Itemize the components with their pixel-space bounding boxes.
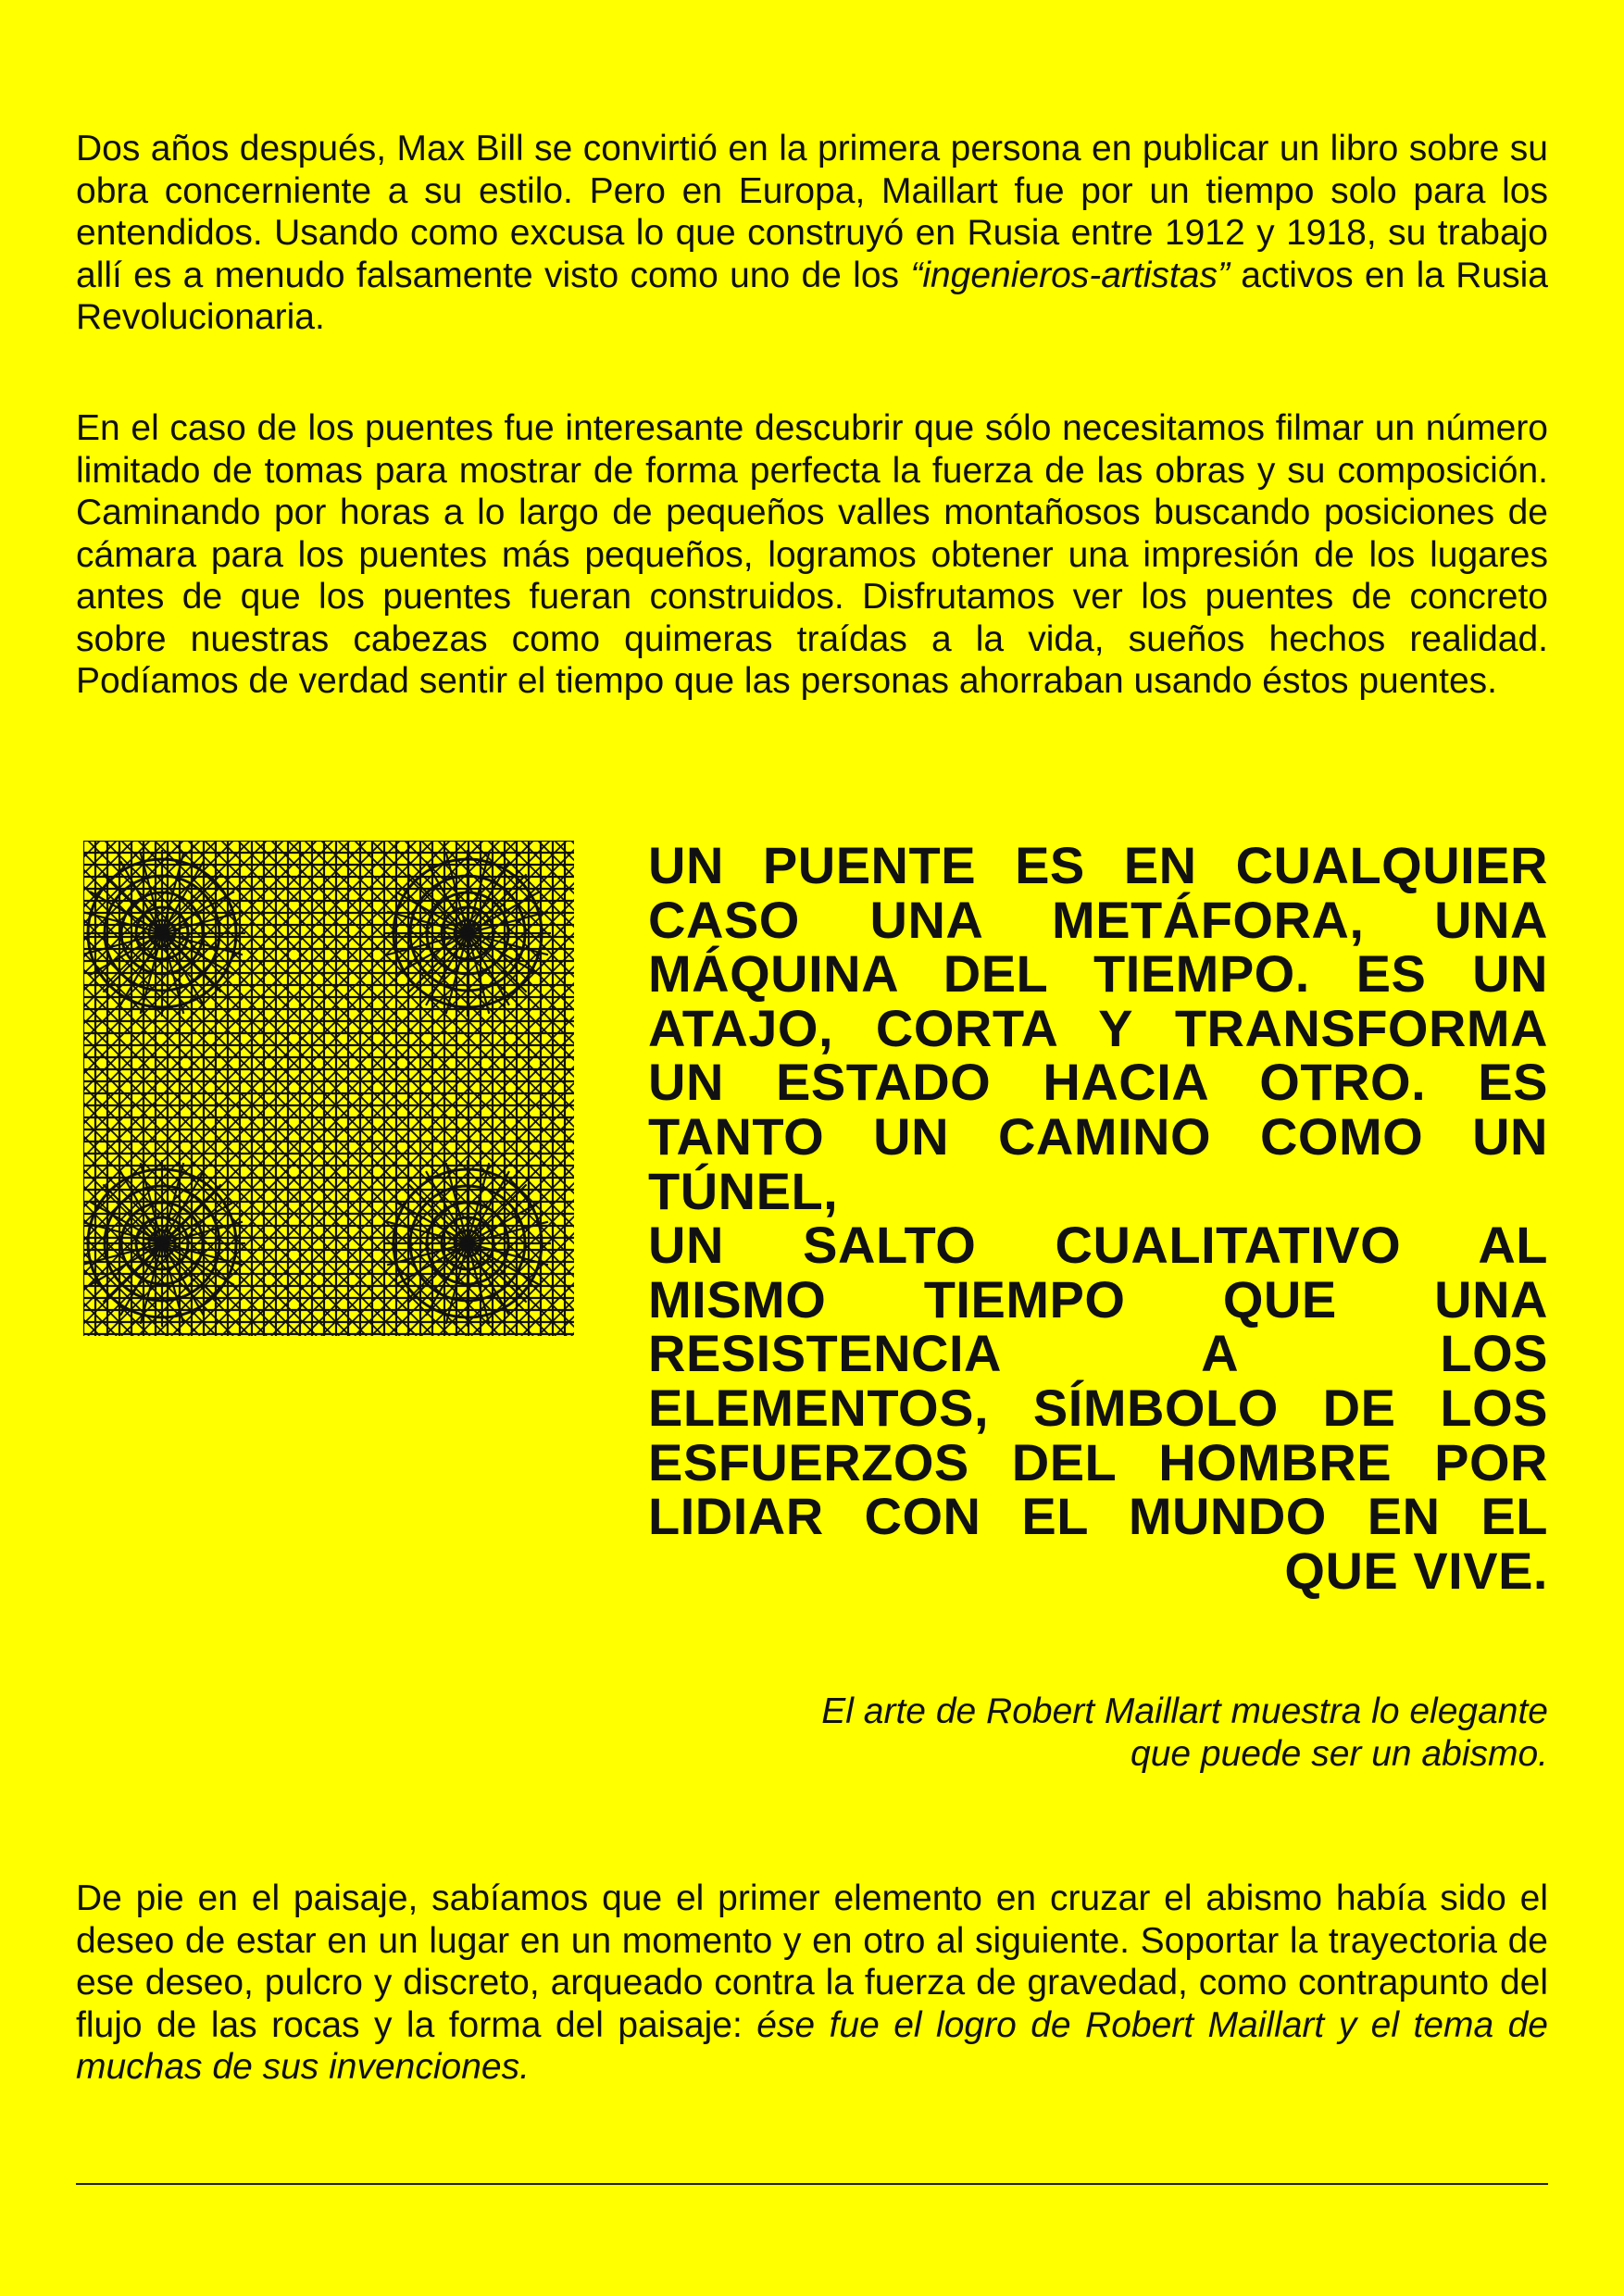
paragraph-landscape-italic: ése fue el logro de Robert Maillart y el tema de muchas de sus invenciones.	[76, 2004, 1548, 2087]
pull-quote-line: TÚNEL,	[648, 1161, 839, 1220]
paragraph-bridges-text: En el caso de los puentes fue interesante descubrir que sólo necesitamos filmar un número limitado de tomas para mostrar de forma perfecta la fuerza de las obras y su composición. Caminando por horas a lo largo de pequeños valles montañosos buscando posiciones de cámara para los puentes más pequeños, logramos obtener una impresión de los lugares antes de que los puentes fueran construidos. Disfrutamos ver los puentes de concreto sobre nuestras cabezas como quimeras traídas a la vida, sueños hechos realidad. Podíamos de verdad sentir el tiempo que las personas ahorraban usando éstos puentes.	[76, 408, 1548, 701]
pull-quote-line: UN ESTADO HACIA OTRO. ES	[648, 1053, 1548, 1112]
paragraph-intro-tail: activos en la Rusia Revolucionaria.	[76, 255, 1548, 337]
pull-quote-line: UN SALTO CUALITATIVO AL	[648, 1216, 1548, 1275]
quote-caption-line-1: El arte de Robert Maillart muestra lo elegante	[821, 1691, 1548, 1731]
pull-quote-line: MÁQUINA DEL TIEMPO. ES UN	[648, 944, 1548, 1004]
bottom-divider	[76, 2183, 1548, 2185]
pull-quote-line: ATAJO, CORTA Y TRANSFORMA	[648, 998, 1548, 1057]
pull-quote-line: LIDIAR CON EL MUNDO EN EL	[648, 1487, 1548, 1546]
pull-quote-line: UN PUENTE ES EN CUALQUIER	[648, 836, 1548, 894]
paragraph-intro	[76, 128, 1548, 339]
line-pattern-illustration	[83, 841, 574, 1336]
moire-grid-graphic	[83, 841, 574, 1336]
pull-quote-line: CASO UNA METÁFORA, UNA	[648, 890, 1548, 949]
pull-quote-line: TANTO UN CAMINO COMO UN	[648, 1106, 1548, 1166]
pull-quote-line: ESFUERZOS DEL HOMBRE POR	[648, 1432, 1548, 1491]
pull-quote-line: QUE VIVE.	[1284, 1541, 1548, 1600]
quote-caption	[648, 1691, 1548, 1776]
paragraph-landscape	[76, 1878, 1548, 2089]
quote-caption-line-2: que puede ser un abismo.	[1131, 1734, 1548, 1774]
pull-quote-line: MISMO TIEMPO QUE UNA	[648, 1269, 1548, 1329]
paragraph-bridges	[76, 407, 1548, 703]
paragraph-intro-italic: “ingenieros-artistas”	[910, 255, 1230, 295]
pull-quote	[648, 836, 1548, 1600]
pull-quote-line: ELEMENTOS, SÍMBOLO DE LOS	[648, 1378, 1548, 1437]
pull-quote-line: RESISTENCIA A LOS	[648, 1324, 1548, 1383]
paragraph-landscape-text: De pie en el paisaje, sabíamos que el primer elemento en cruzar el abismo había sido el deseo de estar en un lugar en un momento y en otro al siguiente. Soportar la trayectoria de ese deseo, pulcro y discreto, arqueado contra la fuerza de gravedad, como contrapunto del flujo de las rocas y la forma del paisaje:	[76, 1878, 1548, 2045]
paragraph-intro-text: Dos años después, Max Bill se convirtió en la primera persona en publicar un libro sobre su obra concerniente a su estilo. Pero en Europa, Maillart fue por un tiempo solo para los entendidos. Usando como excusa lo que construyó en Rusia entre 1912 y 1918, su trabajo allí es a menudo falsamente visto como uno de los	[76, 129, 1548, 295]
